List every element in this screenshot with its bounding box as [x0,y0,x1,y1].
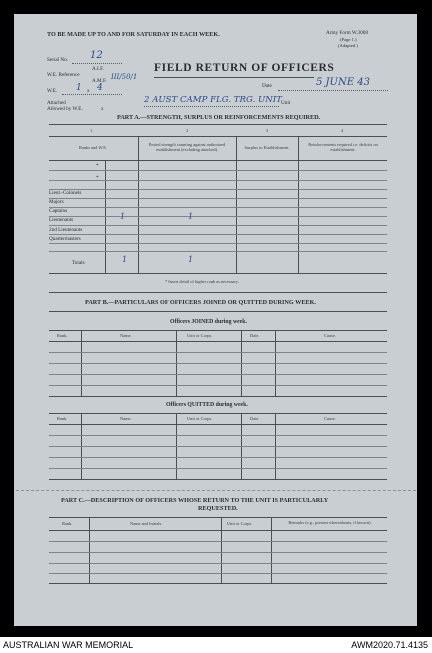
quitted-top-rule [49,413,387,414]
allowed-x: x [101,106,104,112]
row-line [49,251,387,252]
serial-value: 12 [90,50,103,61]
row-line [49,189,387,190]
rank-lieutenants: Lieutenants [49,217,74,223]
joined-row-line [49,352,387,353]
rank-quartermasters: Quartermasters [49,236,81,242]
row-line [49,216,387,217]
part-c-col-name: Name and Initials. [130,521,163,526]
part-c-bottom-rule [49,583,387,584]
joined-col-cause: Cause. [324,333,336,338]
quitted-col-name: Name. [120,416,132,421]
joined-row-line [49,363,387,364]
we-reference-label: W.E. Reference [47,72,80,78]
row-line [49,180,387,181]
quitted-title: Officers QUITTED during week. [166,402,248,408]
joined-top-rule [49,330,387,331]
col-header-ranks: Ranks and W.E. [78,144,108,150]
instruction-text: TO BE MADE UP TO AND FOR SATURDAY IN EACH WEEK. [47,31,220,38]
col-number-3: 3 [266,128,269,133]
date-line [278,90,388,91]
part-b-title: PART B.—PARTICULARS OF OFFICERS JOINED OR QUITTED DURING WEEK. [85,299,316,306]
col-number-1: 1 [90,128,93,133]
row-line [49,225,387,226]
date-label: Date [262,83,272,89]
joined-bottom-rule [49,396,387,397]
part-a-title: PART A.—STRENGTH, SURPLUS OR REINFORCEMENTS REQUIRED. [117,114,321,121]
col-header-surplus: Surplus to Establishment. [244,144,290,150]
we-value-x: x [87,88,90,94]
part-c-title-line1: PART C.—DESCRIPTION OF OFFICERS WHOSE RETURN TO THE UNIT IS PARTICULARLY [61,497,329,504]
date-value: 5 JUNE 43 [316,77,370,88]
posted-lieutenants-value: 1 [188,212,194,221]
we-lieutenants-value: 1 [120,212,126,221]
we-label: W.E. [47,88,58,94]
we-line [62,94,122,95]
quitted-col-rank: Rank. [57,416,68,421]
quitted-row-line [49,446,387,447]
row-line [49,234,387,235]
row-line [49,243,387,244]
quitted-header-rule [49,424,387,425]
part-b-top-rule [49,292,387,293]
part-a-header-bottom [49,160,387,161]
part-c-header-rule [49,530,387,531]
part-b-rule [49,311,387,312]
aif-label: A.I.F. [92,66,104,72]
unit-value: 2 AUST CAMP FLG. TRG. UNIT [144,95,282,105]
rank-majors: Majors [49,199,64,205]
part-c-row-line [49,573,387,574]
we-value-a: 1 [76,83,82,93]
part-c-col-rank: Rank. [62,521,73,526]
quitted-col-cause: Cause. [324,416,336,421]
part-a-col-line-3 [298,136,299,273]
title-underline [154,77,314,78]
unit-line [144,106,279,107]
star-marker: * [96,163,99,169]
joined-col-name: Name. [120,333,132,338]
form-title: FIELD RETURN OF OFFICERS [154,62,335,74]
quitted-row-line [49,435,387,436]
attached-label: Attached [47,100,66,106]
totals-we-value: 1 [122,255,128,264]
quitted-col-date: Date. [250,416,260,421]
quitted-bottom-rule [49,479,387,480]
joined-col-unit: Unit or Corps. [187,333,213,338]
quitted-col-unit: Unit or Corps. [187,416,213,421]
serial-label: Serial No. [47,57,69,63]
quitted-row-line [49,468,387,469]
row-line [49,207,387,208]
form-number: Army Form W.3008 [326,30,368,36]
joined-header-rule [49,341,387,342]
part-c-row-line [49,563,387,564]
amf-label: A.M.F. [92,78,107,84]
col-header-reinforcements: Reinforcements required i.e. deficits on establishment. [308,142,378,152]
rank-captains: Captains [49,208,68,214]
part-a-col-line-2 [236,136,237,273]
part-a-footnote: * Insert detail of higher rank as necessary. [165,279,239,284]
part-c-col-unit: Unit or Corps. [227,521,253,526]
joined-row-line [49,374,387,375]
joined-title: Officers JOINED during week. [170,319,247,325]
footer-institution: AUSTRALIAN WAR MEMORIAL [3,640,134,650]
part-a-col-line-1 [138,136,139,273]
rank-2nd-lieutenants: 2nd Lieutenants [49,227,83,233]
col-number-2: 2 [186,128,189,133]
rank-lieut-colonels: Lieut.-Colonels [49,190,82,196]
totals-posted-value: 1 [188,255,194,264]
part-c-row-line [49,541,387,542]
row-line [49,170,387,171]
part-a-top-rule [49,124,387,125]
star-marker: * [96,175,99,181]
we-reference-value: III/50/1 [111,73,138,81]
joined-row-line [49,385,387,386]
form-page: (Page 1.) [340,37,357,42]
unit-label: Unit [281,100,291,106]
col-header-posted: Posted strength counting against authorized establishment (excluding attached). [148,142,226,152]
serial-line [72,63,122,64]
joined-col-date: Date. [250,333,260,338]
footer-accession-number: AWM2020.71.4135 [351,640,428,650]
part-c-row-line [49,552,387,553]
we-value-b: 4 [97,83,103,93]
allowed-label: Allowed by W.E. [47,106,83,112]
totals-label: Totals [72,260,85,266]
totals-bottom-rule [49,273,387,274]
col-number-4: 4 [341,128,344,133]
quitted-row-line [49,457,387,458]
archive-footer [0,637,432,653]
row-line [49,198,387,199]
part-c-col-remarks: Remarks (e.g., present whereabouts, if known). [288,520,372,526]
joined-col-rank: Rank. [57,333,68,338]
fold-line [16,490,416,491]
form-adapted: (Adapted.) [338,43,358,48]
part-c-title-line2: REQUESTED. [198,505,238,512]
